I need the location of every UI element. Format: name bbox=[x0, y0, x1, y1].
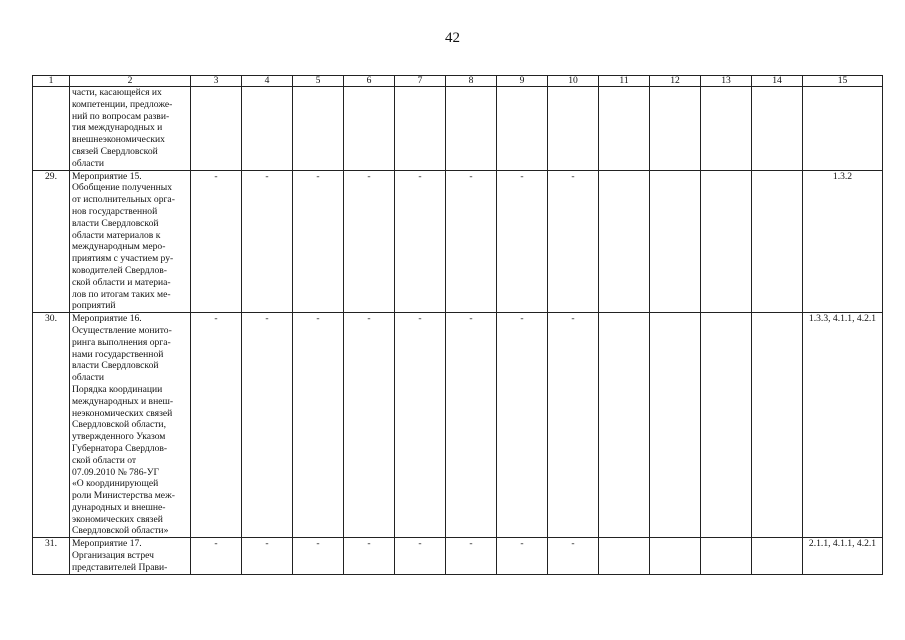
col-header: 10 bbox=[548, 76, 599, 87]
row-value bbox=[293, 87, 344, 171]
empty-cell bbox=[599, 87, 650, 171]
col-header: 3 bbox=[191, 76, 242, 87]
row-value: - bbox=[293, 313, 344, 538]
row-value: - bbox=[344, 170, 395, 313]
row-value: - bbox=[242, 313, 293, 538]
empty-cell bbox=[701, 313, 752, 538]
row-reference: 1.3.3, 4.1.1, 4.2.1 bbox=[803, 313, 883, 538]
empty-cell bbox=[650, 170, 701, 313]
col-header: 7 bbox=[395, 76, 446, 87]
empty-cell bbox=[650, 538, 701, 574]
row-value: - bbox=[293, 538, 344, 574]
empty-cell bbox=[599, 170, 650, 313]
row-value: - bbox=[395, 538, 446, 574]
row-value bbox=[191, 87, 242, 171]
col-header: 6 bbox=[344, 76, 395, 87]
row-value: - bbox=[446, 313, 497, 538]
empty-cell bbox=[701, 170, 752, 313]
row-value: - bbox=[395, 170, 446, 313]
col-header: 2 bbox=[70, 76, 191, 87]
row-value: - bbox=[191, 313, 242, 538]
row-number bbox=[33, 87, 70, 171]
row-value: - bbox=[548, 313, 599, 538]
empty-cell bbox=[701, 538, 752, 574]
row-value: - bbox=[242, 170, 293, 313]
row-reference bbox=[803, 87, 883, 171]
col-header: 5 bbox=[293, 76, 344, 87]
row-description: Мероприятие 16. Осуществление монито- ринга выполнения орга- нами государственной власти Свердловской области Порядка координации международных и внеш- неэкономических связей Свердловской области, утвержденного Указом Губернатора Свердлов- ской области от 07.09.2010 № 786-УГ «О координирующей роли Министерства меж- дународных и внешне- экономических связей Свердловской области» bbox=[70, 313, 191, 538]
table-row bbox=[33, 538, 883, 574]
row-value bbox=[497, 87, 548, 171]
row-value: - bbox=[446, 170, 497, 313]
row-value: - bbox=[191, 170, 242, 313]
table-row bbox=[33, 87, 883, 171]
row-value: - bbox=[344, 538, 395, 574]
col-header: 1 bbox=[33, 76, 70, 87]
col-header: 8 bbox=[446, 76, 497, 87]
page-number: 42 bbox=[445, 30, 460, 46]
empty-cell bbox=[650, 87, 701, 171]
empty-cell bbox=[752, 313, 803, 538]
row-value: - bbox=[497, 313, 548, 538]
data-table bbox=[32, 75, 883, 575]
table-row bbox=[33, 313, 883, 538]
row-value bbox=[395, 87, 446, 171]
row-number: 30. bbox=[33, 313, 70, 538]
col-header: 4 bbox=[242, 76, 293, 87]
table-row bbox=[33, 170, 883, 313]
empty-cell bbox=[752, 538, 803, 574]
row-value: - bbox=[395, 313, 446, 538]
row-number: 29. bbox=[33, 170, 70, 313]
empty-cell bbox=[650, 313, 701, 538]
row-description: Мероприятие 15. Обобщение полученных от исполнительных орга- нов государственной власти Свердловской области материалов к международным меро- приятиям с участием ру- ководителей Свердлов- ской области и материа- лов по итогам таких ме- роприятий bbox=[70, 170, 191, 313]
row-value: - bbox=[344, 313, 395, 538]
row-value: - bbox=[548, 538, 599, 574]
row-value bbox=[548, 87, 599, 171]
row-reference: 2.1.1, 4.1.1, 4.2.1 bbox=[803, 538, 883, 574]
col-header: 13 bbox=[701, 76, 752, 87]
row-value bbox=[344, 87, 395, 171]
empty-cell bbox=[752, 170, 803, 313]
row-value bbox=[242, 87, 293, 171]
col-header: 14 bbox=[752, 76, 803, 87]
row-reference: 1.3.2 bbox=[803, 170, 883, 313]
col-header: 12 bbox=[650, 76, 701, 87]
col-header: 15 bbox=[803, 76, 883, 87]
row-value bbox=[446, 87, 497, 171]
row-value: - bbox=[293, 170, 344, 313]
empty-cell bbox=[701, 87, 752, 171]
row-description: Мероприятие 17. Организация встреч представителей Прави- bbox=[70, 538, 191, 574]
row-value: - bbox=[446, 538, 497, 574]
header-row bbox=[33, 76, 883, 87]
row-description: части, касающейся их компетенции, предложе- ний по вопросам разви- тия международных и внешнеэкономических связей Свердловской области bbox=[70, 87, 191, 171]
col-header: 11 bbox=[599, 76, 650, 87]
empty-cell bbox=[752, 87, 803, 171]
empty-cell bbox=[599, 313, 650, 538]
row-number: 31. bbox=[33, 538, 70, 574]
row-value: - bbox=[191, 538, 242, 574]
col-header: 9 bbox=[497, 76, 548, 87]
empty-cell bbox=[599, 538, 650, 574]
row-value: - bbox=[548, 170, 599, 313]
row-value: - bbox=[497, 170, 548, 313]
row-value: - bbox=[497, 538, 548, 574]
row-value: - bbox=[242, 538, 293, 574]
